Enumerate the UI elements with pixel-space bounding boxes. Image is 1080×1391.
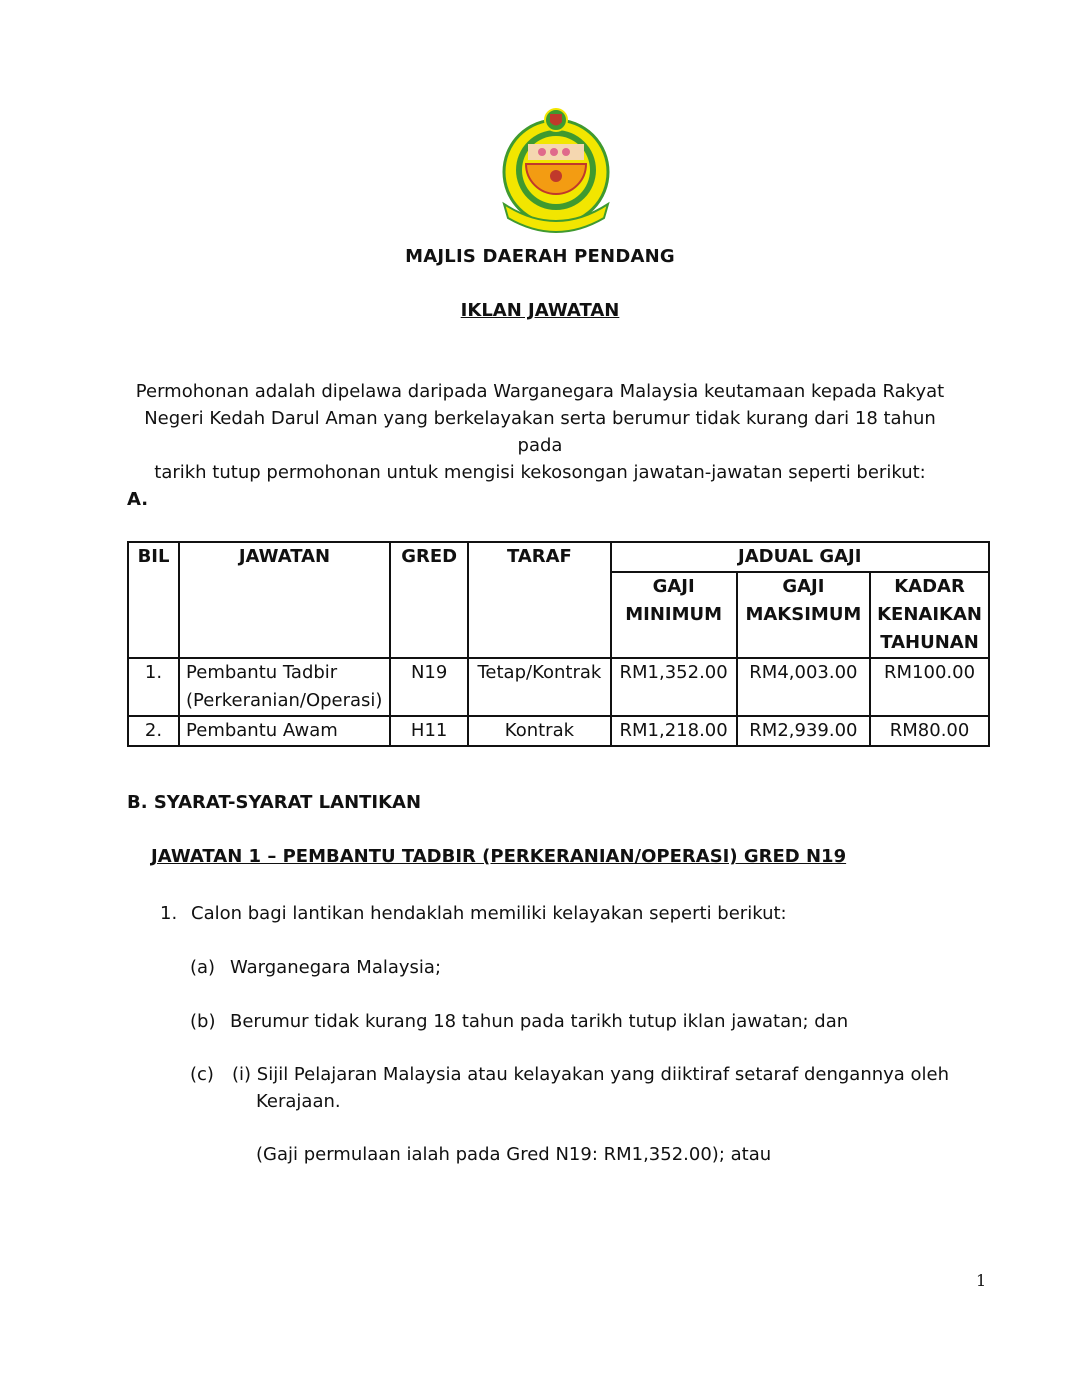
cell-gred: H11 — [390, 716, 468, 746]
cell-gred: N19 — [390, 658, 468, 716]
page-number: 1 — [976, 1271, 987, 1290]
jawatan-line: (Perkeranian/Operasi) — [186, 690, 383, 711]
cell-taraf: Kontrak — [468, 716, 610, 746]
header-jadual-gaji: JADUAL GAJI — [611, 542, 990, 572]
jawatan-1-heading: JAWATAN 1 – PEMBANTU TADBIR (PERKERANIAN/OPERASI) GRED N19 — [151, 846, 847, 867]
header-gaji-maksimum: GAJI MAKSIMUM — [737, 572, 870, 658]
subitem-b-text: Berumur tidak kurang 18 tahun pada tarikh tutup iklan jawatan; dan — [230, 1011, 849, 1032]
header-bil: BIL — [128, 542, 179, 658]
subitem-c-text-line1: (i) Sijil Pelajaran Malaysia atau kelayakan yang diiktiraf setaraf dengannya oleh — [232, 1064, 950, 1085]
cell-kadar-kenaikan: RM80.00 — [870, 716, 989, 746]
subitem-c-label: (c) — [190, 1064, 214, 1085]
cell-gaji-minimum: RM1,218.00 — [611, 716, 737, 746]
intro-line: Permohonan adalah dipelawa daripada Warganegara Malaysia keutamaan kepada Rakyat — [135, 381, 945, 402]
item-1-number: 1. — [160, 903, 178, 924]
cell-gaji-maksimum: RM2,939.00 — [737, 716, 870, 746]
majlis-daerah-pendang-logo-icon — [500, 108, 612, 234]
cell-jawatan: Pembantu Awam — [179, 716, 390, 746]
cell-kadar-kenaikan: RM100.00 — [870, 658, 989, 716]
jawatan-line: Pembantu Tadbir — [186, 662, 338, 683]
section-b-heading: B. SYARAT-SYARAT LANTIKAN — [127, 792, 422, 813]
cell-jawatan — [179, 658, 390, 716]
header-gred: GRED — [390, 542, 468, 658]
intro-paragraph — [120, 378, 960, 486]
table-header-row — [128, 542, 989, 572]
item-1-text: Calon bagi lantikan hendaklah memiliki kelayakan seperti berikut: — [191, 903, 787, 924]
subitem-c-text-line2: Kerajaan. — [256, 1091, 341, 1112]
subitem-a-text: Warganegara Malaysia; — [230, 957, 442, 978]
intro-line: Negeri Kedah Darul Aman yang berkelayakan serta berumur tidak kurang dari 18 tahun pada — [144, 408, 936, 456]
cell-gaji-maksimum: RM4,003.00 — [737, 658, 870, 716]
table-row — [128, 658, 989, 716]
header-kadar-kenaikan: KADAR KENAIKAN TAHUNAN — [870, 572, 989, 658]
subitem-a-label: (a) — [190, 957, 216, 978]
table-row — [128, 716, 989, 746]
vacancy-table — [127, 541, 990, 747]
organization-name: MAJLIS DAERAH PENDANG — [405, 246, 675, 267]
header-jawatan: JAWATAN — [179, 542, 390, 658]
cell-bil: 2. — [128, 716, 179, 746]
intro-line: tarikh tutup permohonan untuk mengisi kekosongan jawatan-jawatan seperti berikut: — [154, 462, 926, 483]
salary-note: (Gaji permulaan ialah pada Gred N19: RM1,352.00); atau — [256, 1144, 772, 1165]
page-title: IKLAN JAWATAN — [460, 300, 620, 321]
cell-taraf: Tetap/Kontrak — [468, 658, 610, 716]
cell-gaji-minimum: RM1,352.00 — [611, 658, 737, 716]
header-gaji-minimum: GAJI MINIMUM — [611, 572, 737, 658]
subitem-b-label: (b) — [190, 1011, 216, 1032]
header-taraf: TARAF — [468, 542, 610, 658]
section-a-label: A. — [127, 489, 149, 510]
cell-bil: 1. — [128, 658, 179, 716]
